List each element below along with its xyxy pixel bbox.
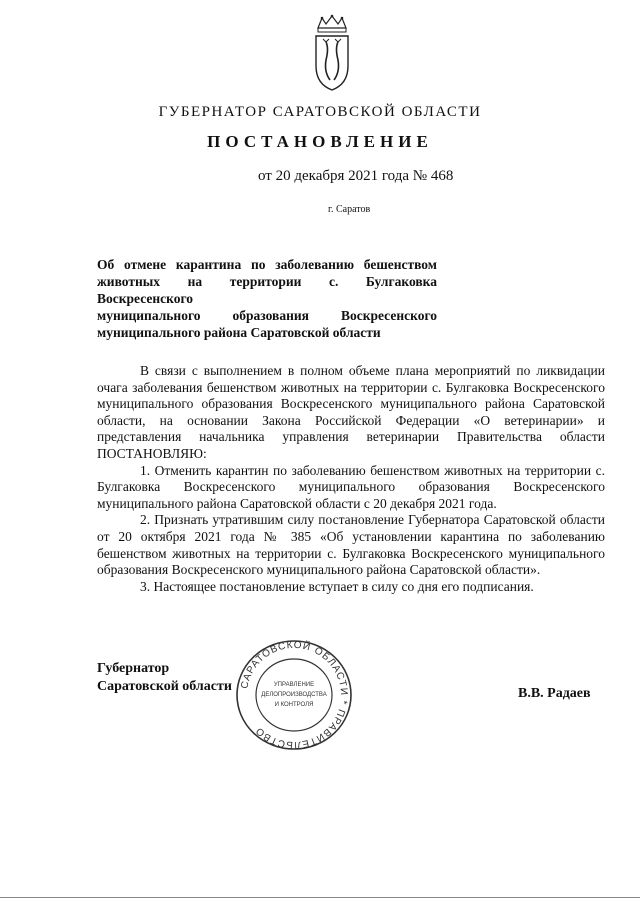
document-subject bbox=[97, 256, 437, 341]
seal-center-text: И КОНТРОЛЯ bbox=[274, 702, 314, 708]
signatory-title-line: Саратовской области bbox=[97, 679, 232, 694]
signatory-title-line: Губернатор bbox=[97, 661, 170, 676]
coat-of-arms-icon bbox=[312, 14, 352, 92]
subject-line: муниципального образования Воскресенского bbox=[97, 308, 437, 323]
document-date-number: от 20 декабря 2021 года № 468 bbox=[258, 168, 454, 184]
seal-center-text: УПРАВЛЕНИЕ bbox=[273, 682, 315, 688]
body-paragraph: 1. Отменить карантин по заболеванию бешенством животных на территории с. Булгаковка Воскресенского муниципального образования Воскресенского муниципального района Саратовской области с 20 декабря 2021 года. bbox=[97, 462, 605, 511]
bottom-edge-line bbox=[0, 897, 640, 898]
official-seal-stamp bbox=[234, 638, 354, 752]
body-paragraph: 3. Настоящее постановление вступает в силу со дня его подписания. bbox=[140, 578, 534, 594]
document-place: г. Саратов bbox=[328, 204, 371, 215]
issuing-authority: ГУБЕРНАТОР САРАТОВСКОЙ ОБЛАСТИ bbox=[158, 104, 482, 120]
subject-line: животных на территории с. Булгаковка Воскресенского bbox=[97, 274, 437, 306]
subject-line: муниципального района Саратовской области bbox=[97, 325, 381, 340]
subject-line: Об отмене карантина по заболеванию бешенством bbox=[97, 257, 437, 272]
seal-ring-text: САРАТОВСКОЙ ОБЛАСТИ * ПРАВИТЕЛЬСТВО bbox=[239, 639, 350, 751]
document-body bbox=[97, 363, 605, 595]
body-paragraph: В связи с выполнением в полном объеме плана мероприятий по ликвидации очага заболевания бешенством животных на территории с. Булгаковка Воскресенского муниципального образования Воскресенского муниципального района Саратовской области, на основании Закона Российской Федерации «О ветеринарии» и представления начальника управления ветеринарии Правительства области ПОСТАНОВЛЯЮ: bbox=[97, 363, 605, 461]
signatory-name: В.В. Радаев bbox=[518, 686, 591, 701]
body-paragraph: 2. Признать утратившим силу постановление Губернатора Саратовской области от 20 октября 2021 года № 385 «Об установлении карантина по заболеванию бешенством животных на территории с. Булгаковка Воскресенского муниципального образования Воскресенского муниципального района Саратовской области». bbox=[97, 512, 605, 578]
signatory-title bbox=[97, 660, 232, 696]
seal-center-text: ДЕЛОПРОИЗВОДСТВА bbox=[261, 692, 327, 698]
document-type: ПОСТАНОВЛЕНИЕ bbox=[207, 132, 433, 151]
